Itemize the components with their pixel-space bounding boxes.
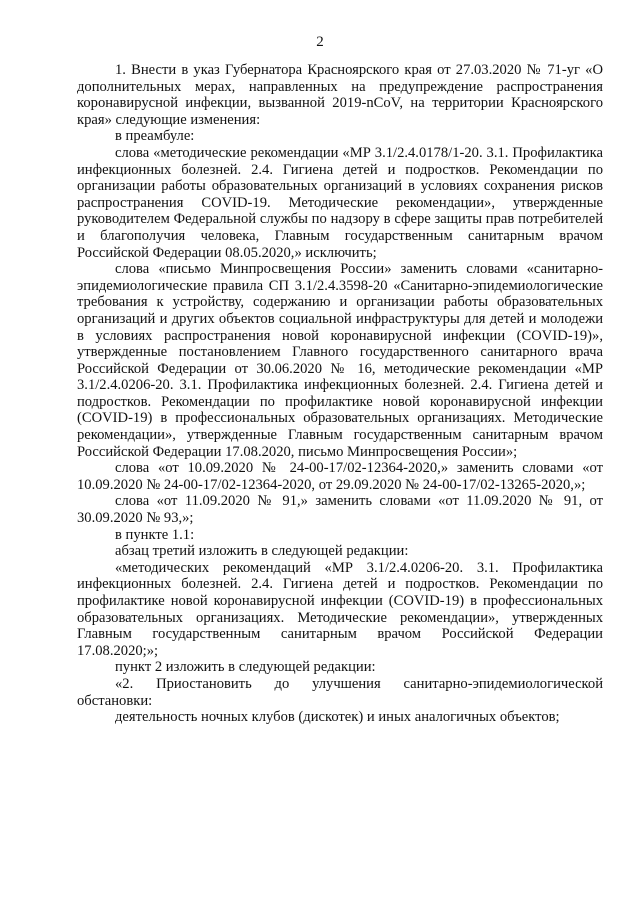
paragraph-preamble-exclude-mr: слова «методические рекомендации «МР 3.1/2.4.0178/1-20. 3.1. Профилактика инфекционных болезней. 2.4. Гигиена детей и подростков. Рекомендации по организации работы образовательных организаций в условиях сохранения рисков распространения COVID-19. Методические рекомендации», утвержденные руководителем Федеральной службы по надзору в сфере защиты прав потребителей и благополучия человека, Главным государственным санитарным врачом Российской Федерации 08.05.2020,» исключить; <box>77 144 603 261</box>
paragraph-preamble-replace-numbers: слова «от 11.09.2020 № 91,» заменить словами «от 11.09.2020 № 91, от 30.09.2020 № 93,»; <box>77 493 603 527</box>
paragraph-preamble-replace-dates: слова «от 10.09.2020 № 24-00-17/02-12364-2020,» заменить словами «от 10.09.2020 № 24-00-17/02-12364-2020, от 29.09.2020 № 24-00-17/02-13265-2020,»; <box>77 460 603 493</box>
paragraph-preamble-heading: в преамбуле: <box>115 128 195 145</box>
document-body <box>77 62 603 726</box>
paragraph-clause-2-instruction: пункт 2 изложить в следующей редакции: <box>115 659 376 676</box>
paragraph-clause-2-nightclubs: деятельность ночных клубов (дискотек) и иных аналогичных объектов; <box>115 709 560 726</box>
paragraph-clause-1-1-instruction: абзац третий изложить в следующей редакции: <box>115 543 409 560</box>
paragraph-clause-1-1-heading: в пункте 1.1: <box>115 526 195 543</box>
paragraph-item-1-intro: 1. Внести в указ Губернатора Красноярского края от 27.03.2020 № 71-уг «О дополнительных мерах, направленных на предупреждение распространения коронавирусной инфекции, вызванной 2019-nCoV, на территории Красноярского края» следующие изменения: <box>77 62 603 128</box>
paragraph-preamble-replace-letter: слова «письмо Минпросвещения России» заменить словами «санитарно-эпидемиологические правила СП 3.1/2.4.3598-20 «Санитарно-эпидемиологические требования к устройству, содержанию и организации работы образовательных организаций и других объектов социальной инфраструктуры для детей и молодежи в условиях распространения новой коронавирусной инфекции (COVID-19)», утвержденные постановлением Главного государственного санитарного врача Российской Федерации от 30.06.2020 № 16, методические рекомендации «МР 3.1/2.4.0206-20. 3.1. Профилактика инфекционных болезней. 2.4. Гигиена детей и подростков. Рекомендации по профилактике новой коронавирусной инфекции (COVID-19) в профессиональных образовательных организациях. Методические рекомендации», утвержденные Главным государственным санитарным врачом Российской Федерации 17.08.2020, письмо Минпросвещения России»; <box>77 261 603 460</box>
page-number: 2 <box>316 34 324 50</box>
paragraph-clause-1-1-new-text: «методических рекомендаций «МР 3.1/2.4.0206-20. 3.1. Профилактика инфекционных болезней. 2.4. Гигиена детей и подростков. Рекомендации по профилактике новой коронавирусной инфекции (COVID-19) в профессиональных образовательных организациях. Методические рекомендации», утвержденных Главным государственным санитарным врачом Российской Федерации 17.08.2020;»; <box>77 559 603 659</box>
paragraph-clause-2-new-text: «2. Приостановить до улучшения санитарно-эпидемиологической обстановки: <box>77 675 603 709</box>
